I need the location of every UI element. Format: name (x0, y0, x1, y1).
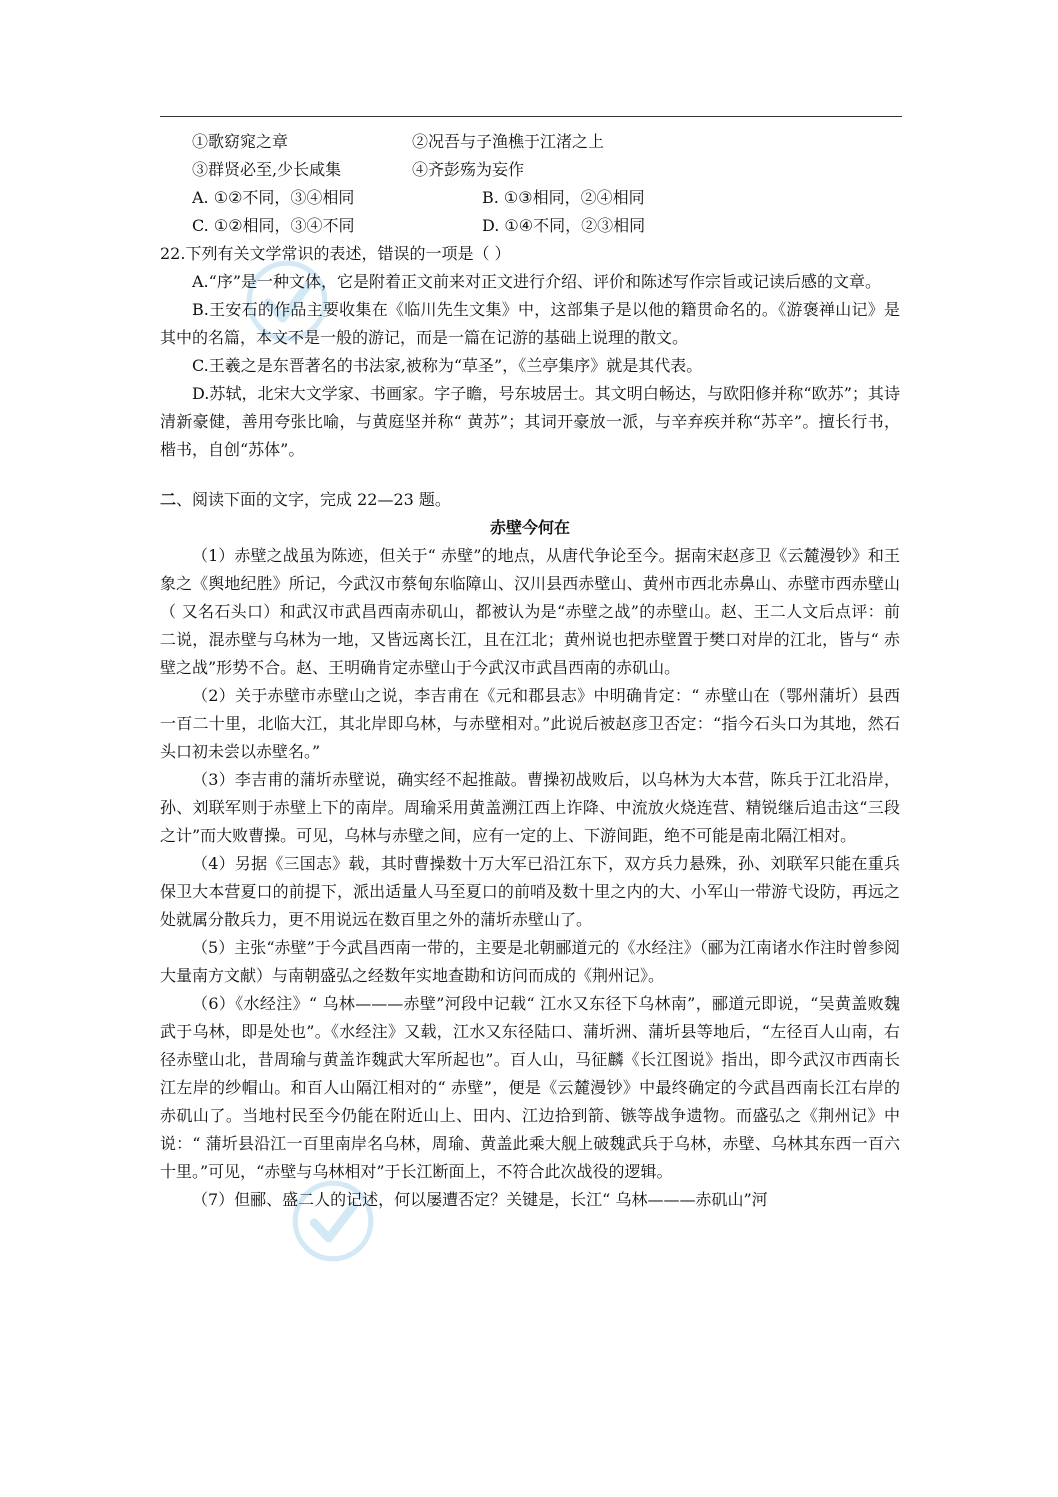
article-paragraph-1: （1）赤壁之战虽为陈迹，但关于“ 赤壁”的地点，从唐代争论至今。据南宋赵彦卫《云麓漫钞》和王象之《舆地纪胜》所记，今武汉市蔡甸东临障山、汉川县西赤壁山、黄州市西北赤鼻山、赤壁市西赤壁山（ 又名石头口）和武汉市武昌西南赤矶山，都被认为是“赤壁之战”的赤壁山。赵、王二人文后点评：前二说，混赤壁与乌林为一地，又皆远离长江，且在江北；黄州说也把赤壁置于樊口对岸的江北，皆与“ 赤壁之战”形势不合。赵、王明确肯定赤壁山于今武汉市武昌西南的赤矶山。 (160, 546, 900, 677)
article-title: 赤壁今何在 (489, 518, 570, 537)
header-rule (160, 116, 902, 117)
answer-choice-d: D. ①④不同，②③相同 (482, 216, 646, 235)
section-instruction: 、阅读下面的文字，完成 22—23 题。 (176, 490, 451, 509)
question-22-option-a: A.“序”是一种文体，它是附着正文前来对正文进行介绍、评价和陈述写作宗旨或记读后感的文章。 (192, 272, 882, 291)
question-22-option-d: D.苏轼，北宋大文学家、书画家。字子瞻，号东坡居士。其文明白畅达，与欧阳修并称“欧苏”；其诗清新豪健，善用夸张比喻，与黄庭坚并称“ 黄苏”；其词开豪放一派，与辛弃疾并称“苏辛”。擅长行书，楷书，自创“苏体”。 (160, 384, 900, 459)
answer-row-1 (160, 184, 900, 212)
option-4: ④齐彭殇为妄作 (412, 160, 525, 179)
question-22-option-b: B.王安石的作品主要收集在《临川先生文集》中，这部集子是以他的籍贯命名的。《游褒禅山记》是其中的名篇，本文不是一般的游记，而是一篇在记游的基础上说理的散文。 (160, 300, 900, 347)
option-2: ②况吾与子渔樵于江渚之上 (412, 132, 605, 151)
section-number: 二 (160, 490, 177, 509)
answer-choice-b: B. ①③相同，②④相同 (482, 188, 645, 207)
spacer (160, 464, 900, 486)
question-22-option-c: C.王羲之是东晋著名的书法家,被称为“草圣”，《兰亭集序》就是其代表。 (192, 356, 703, 375)
question-22-stem: 22.下列有关文学常识的表述，错误的一项是（ ） (160, 244, 511, 263)
article-paragraph-3: （3）李吉甫的蒲圻赤壁说，确实经不起推敲。曹操初战败后，以乌林为大本营，陈兵于江北沿岸，孙、刘联军则于赤壁上下的南岸。周瑜采用黄盖溯江西上诈降、中流放火烧连营、精锐继后追击这“三段之计”而大败曹操。可见，乌林与赤壁之间，应有一定的上、下游间距，绝不可能是南北隔江相对。 (160, 770, 900, 845)
answer-choice-c: C. ①②相同，③④不同 (192, 216, 355, 235)
article-paragraph-7: （7）但郦、盛二人的记述，何以屡遭否定？关键是，长江“ 乌林———赤矶山”河 (192, 1190, 768, 1209)
answer-row-2 (160, 212, 900, 240)
answer-choice-a: A. ①②不同，③④相同 (192, 188, 355, 207)
option-row-1 (160, 128, 900, 156)
option-1: ①歌窈窕之章 (192, 132, 289, 151)
document-body (160, 128, 900, 1214)
article-paragraph-6: （6）《水经注》“ 乌林———赤壁”河段中记载“ 江水又东径下乌林南”，郦道元即说，“吴黄盖败魏武于乌林，即是处也”。《水经注》又载，江水又东径陆口、蒲圻洲、蒲圻县等地后，“左径百人山南，右径赤壁山北，昔周瑜与黄盖诈魏武大军所起也”。百人山，马征麟《长江图说》指出，即今武汉市西南长江左岸的纱帽山。和百人山隔江相对的“ 赤壁”，便是《云麓漫钞》中最终确定的今武昌西南长江右岸的赤矶山了。当地村民至今仍能在附近山上、田内、江边拾到箭、镞等战争遗物。而盛弘之《荆州记》中说：“ 蒲圻县沿江一百里南岸名乌林，周瑜、黄盖此乘大舰上破魏武兵于乌林，赤壁、乌林其东西一百六十里。”可见，“赤壁与乌林相对”于长江断面上，不符合此次战役的逻辑。 (160, 994, 900, 1181)
section-heading (160, 486, 900, 514)
article-paragraph-2: （2）关于赤壁市赤壁山之说，李吉甫在《元和郡县志》中明确肯定：“ 赤壁山在（鄂州蒲圻）县西一百二十里，北临大江，其北岸即乌林，与赤壁相对。”此说后被赵彦卫否定：“指今石头口为其地，然石头口初未尝以赤壁名。” (160, 686, 900, 761)
article-paragraph-5: （5）主张“赤壁”于今武昌西南一带的，主要是北朝郦道元的《水经注》（郦为江南诸水作注时曾参阅大量南方文献）与南朝盛弘之经数年实地查勘和访问而成的《荆州记》。 (160, 938, 900, 985)
option-row-2 (160, 156, 900, 184)
article-paragraph-4: （4）另据《三国志》载，其时曹操数十万大军已沿江东下，双方兵力悬殊，孙、刘联军只能在重兵保卫大本营夏口的前提下，派出适量人马至夏口的前哨及数十里之内的大、小军山一带游弋设防，再远之处就属分散兵力，更不用说远在数百里之外的蒲圻赤壁山了。 (160, 854, 900, 929)
option-3: ③群贤必至,少长咸集 (192, 160, 342, 179)
